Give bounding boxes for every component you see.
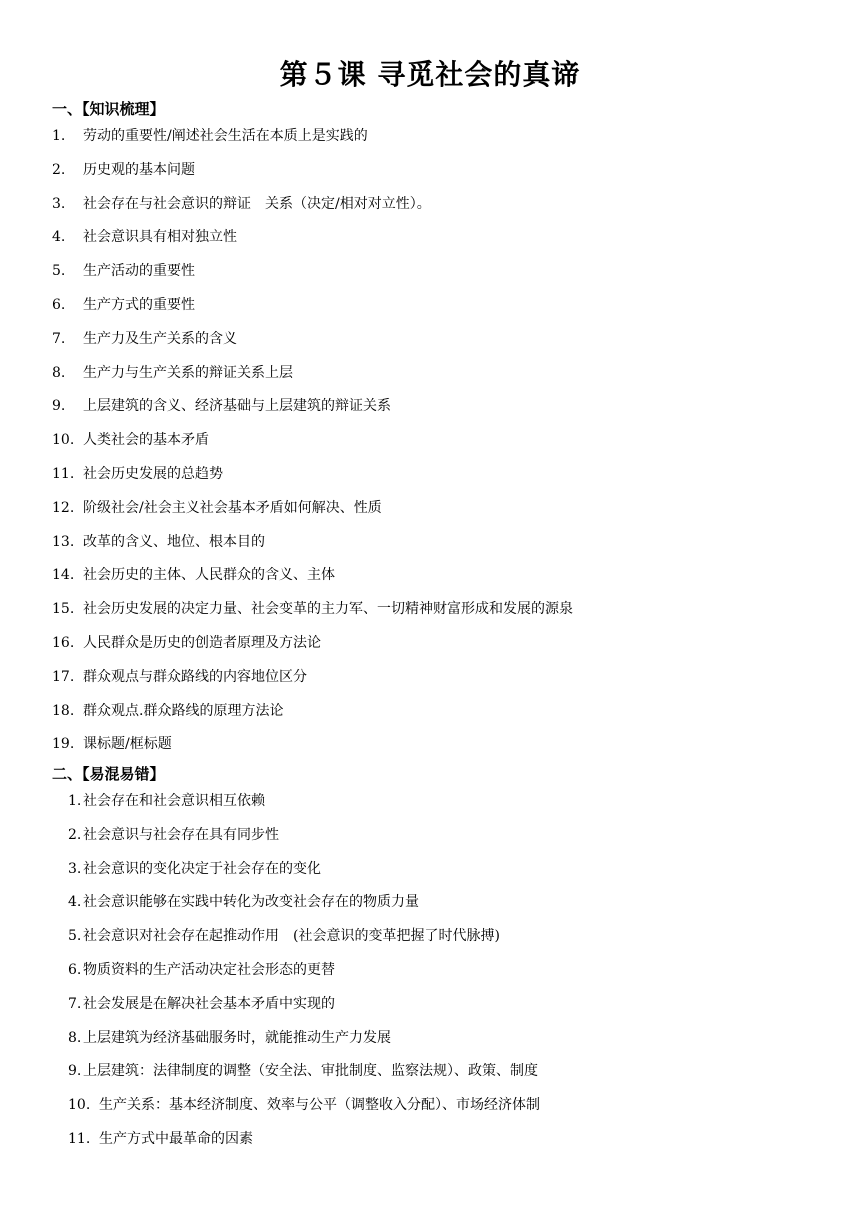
item-number: 12.: [52, 499, 75, 516]
item-text: 改革的含义、地位、根本目的: [83, 533, 265, 550]
item-text: 上层建筑的含义、经济基础与上层建筑的辩证关系: [83, 398, 391, 415]
item-text: 物质资料的生产活动决定社会形态的更替: [83, 961, 335, 978]
item-text: 历史观的基本问题: [83, 161, 195, 178]
list-item: [0, 960, 860, 994]
confusable-list: [0, 791, 860, 1163]
item-text: 群众观点与群众路线的内容地位区分: [83, 668, 307, 685]
item-text: 生产力及生产关系的含义: [83, 330, 237, 347]
item-number: 17.: [52, 668, 75, 685]
list-item: [0, 363, 860, 397]
item-number: 8.: [52, 364, 66, 381]
item-number: 3.: [68, 860, 82, 877]
item-text: 社会意识的变化决定于社会存在的变化: [83, 860, 321, 877]
item-number: 18.: [52, 702, 75, 719]
list-item: [0, 1095, 860, 1129]
list-item: [0, 194, 860, 228]
section-heading-knowledge: 一、【知识梳理】: [52, 100, 165, 118]
list-item: [0, 791, 860, 825]
item-number: 4.: [52, 229, 66, 246]
item-text: 生产方式的重要性: [83, 296, 195, 313]
item-text: 课标题/框标题: [83, 736, 172, 753]
item-text: 社会历史发展的总趋势: [83, 465, 223, 482]
list-item: [0, 430, 860, 464]
item-number: 15.: [52, 601, 75, 618]
knowledge-list: [0, 126, 860, 768]
item-number: 2.: [52, 161, 66, 178]
item-number: 11.: [52, 465, 75, 482]
item-text: 社会意识与社会存在具有同步性: [83, 826, 279, 843]
list-item: [0, 633, 860, 667]
item-text: 生产方式中最革命的因素: [99, 1130, 253, 1147]
list-item: [0, 565, 860, 599]
item-number: 10.: [52, 432, 75, 449]
item-text: 上层建筑为经济基础服务时，就能推动生产力发展: [83, 1029, 391, 1046]
list-item: [0, 295, 860, 329]
list-item: [0, 126, 860, 160]
item-text: 社会历史的主体、人民群众的含义、主体: [83, 567, 335, 584]
list-item: [0, 227, 860, 261]
list-item: [0, 1061, 860, 1095]
list-item: [0, 667, 860, 701]
item-text: 社会意识对社会存在起推动作用 (社会意识的变革把握了时代脉搏): [83, 928, 500, 945]
item-text: 社会存在和社会意识相互依赖: [83, 793, 265, 809]
item-text: 生产活动的重要性: [83, 263, 195, 280]
list-item: [0, 160, 860, 194]
item-number: 9.: [68, 1063, 82, 1080]
item-number: 10.: [68, 1097, 91, 1114]
list-item: [0, 599, 860, 633]
list-item: [0, 464, 860, 498]
list-item: [0, 329, 860, 363]
item-number: 16.: [52, 634, 75, 651]
item-number: 7.: [68, 995, 82, 1012]
list-item: [0, 859, 860, 893]
page-title: 第５课 寻觅社会的真谛: [279, 58, 581, 91]
item-text: 劳动的重要性/阐述社会生活在本质上是实践的: [83, 128, 368, 144]
item-number: 13.: [52, 533, 75, 550]
list-item: [0, 1028, 860, 1062]
item-text: 社会意识能够在实践中转化为改变社会存在的物质力量: [83, 894, 419, 911]
item-number: 14.: [52, 567, 75, 584]
list-item: [0, 498, 860, 532]
item-text: 人民群众是历史的创造者原理及方法论: [83, 634, 321, 651]
item-number: 19.: [52, 736, 75, 753]
list-item: [0, 825, 860, 859]
item-text: 阶级社会/社会主义社会基本矛盾如何解决、性质: [83, 499, 382, 516]
item-number: 9.: [52, 398, 66, 415]
item-number: 1.: [52, 128, 66, 144]
section-heading-confusable: 二、【易混易错】: [52, 765, 165, 783]
list-item: [0, 701, 860, 735]
item-number: 5.: [68, 928, 82, 945]
item-text: 人类社会的基本矛盾: [83, 432, 209, 449]
item-number: 3.: [52, 195, 66, 212]
list-item: [0, 261, 860, 295]
item-number: 6.: [52, 296, 66, 313]
item-text: 社会存在与社会意识的辩证 关系（决定/相对对立性）。: [83, 195, 431, 212]
list-item: [0, 532, 860, 566]
item-text: 群众观点.群众路线的原理方法论: [83, 702, 284, 719]
item-text: 社会意识具有相对独立性: [83, 229, 237, 246]
item-number: 11.: [68, 1130, 91, 1147]
list-item: [0, 926, 860, 960]
item-number: 8.: [68, 1029, 82, 1046]
item-text: 上层建筑：法律制度的调整（安全法、审批制度、监察法规）、政策、制度: [83, 1063, 538, 1080]
item-number: 4.: [68, 894, 82, 911]
item-number: 6.: [68, 961, 82, 978]
item-number: 7.: [52, 330, 66, 347]
list-item: [0, 1129, 860, 1163]
item-text: 生产关系：基本经济制度、效率与公平（调整收入分配）、市场经济体制: [99, 1097, 540, 1114]
list-item: [0, 892, 860, 926]
item-text: 生产力与生产关系的辩证关系上层: [83, 364, 293, 381]
list-item: [0, 396, 860, 430]
item-number: 1.: [68, 793, 82, 809]
item-text: 社会发展是在解决社会基本矛盾中实现的: [83, 995, 335, 1012]
list-item: [0, 994, 860, 1028]
item-number: 2.: [68, 826, 82, 843]
item-text: 社会历史发展的决定力量、社会变革的主力军、一切精神财富形成和发展的源泉: [83, 601, 573, 618]
item-number: 5.: [52, 263, 66, 280]
